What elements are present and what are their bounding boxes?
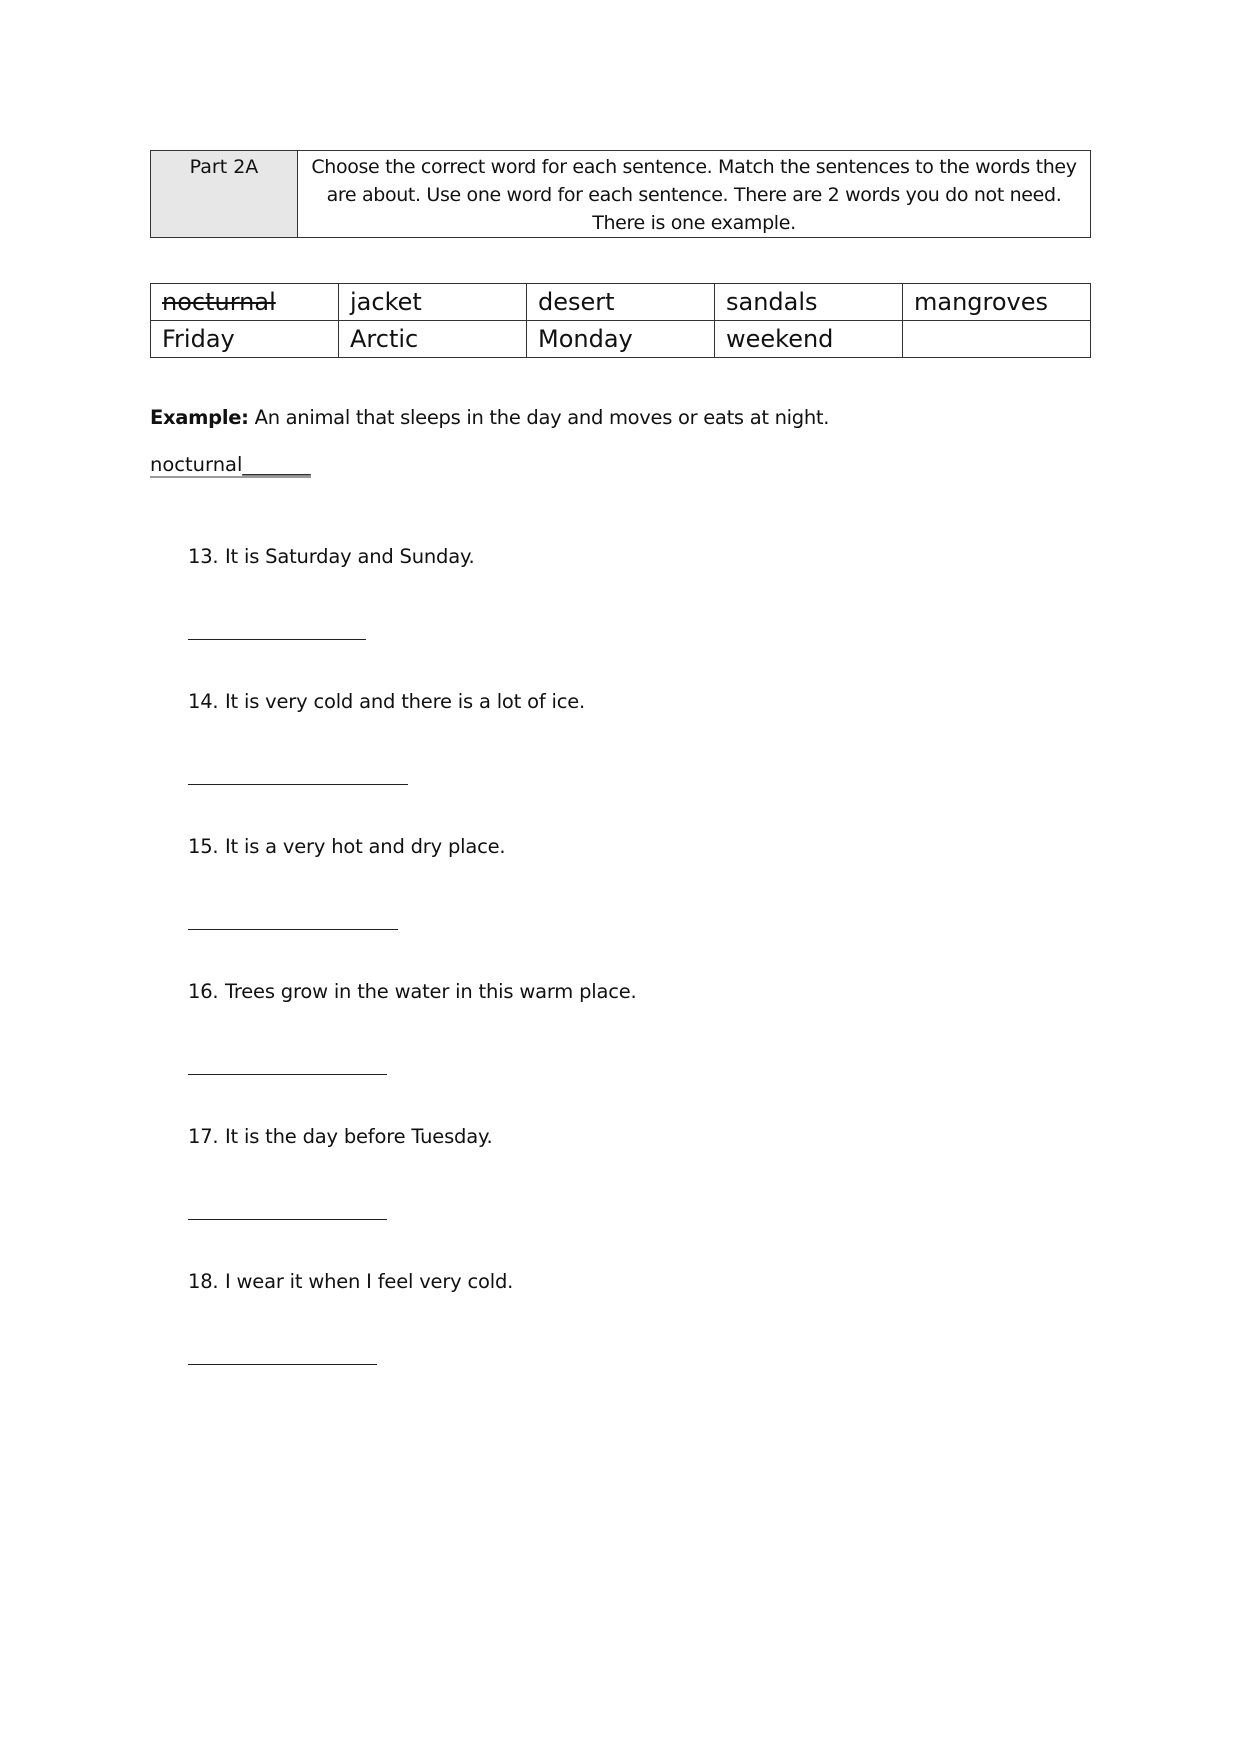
- word-monday: Monday: [538, 325, 633, 353]
- word-bank-cell: [151, 284, 339, 321]
- question-number: 18.: [188, 1270, 219, 1293]
- word-mangroves: mangroves: [914, 288, 1049, 316]
- word-bank-cell: [903, 284, 1091, 321]
- question-text: Trees grow in the water in this warm place.: [225, 980, 637, 1003]
- question-number: 14.: [188, 690, 219, 713]
- answer-blank-18[interactable]: [188, 1364, 377, 1365]
- question-number: 15.: [188, 835, 219, 858]
- question-text: It is very cold and there is a lot of ice.: [225, 690, 586, 713]
- word-bank-cell-empty: [903, 321, 1091, 358]
- instructions-table: [150, 150, 1091, 238]
- question-text: I wear it when I feel very cold.: [225, 1270, 514, 1293]
- question-13: [188, 543, 475, 571]
- word-bank-cell: [715, 284, 903, 321]
- word-desert: desert: [538, 288, 615, 316]
- word-sandals: sandals: [726, 288, 818, 316]
- word-bank-cell: [527, 284, 715, 321]
- word-nocturnal-struck: nocturnal: [162, 288, 276, 316]
- part-label: Part 2A: [151, 151, 298, 238]
- answer-blank-17[interactable]: [188, 1219, 387, 1220]
- example-answer: [150, 453, 311, 478]
- example-label: Example:: [150, 406, 249, 429]
- word-bank-cell: [339, 284, 527, 321]
- word-bank-table: [150, 283, 1091, 358]
- word-weekend: weekend: [726, 325, 834, 353]
- example-answer-blank: _______: [242, 453, 311, 476]
- question-17: [188, 1123, 493, 1151]
- answer-blank-14[interactable]: [188, 784, 408, 785]
- example-text: An animal that sleeps in the day and moves or eats at night.: [254, 406, 830, 429]
- question-text: It is the day before Tuesday.: [225, 1125, 493, 1148]
- question-16: [188, 978, 637, 1006]
- example-sentence: [150, 404, 829, 432]
- question-number: 16.: [188, 980, 219, 1003]
- word-arctic: Arctic: [350, 325, 419, 353]
- word-bank-cell: [339, 321, 527, 358]
- example-answer-word: nocturnal: [150, 453, 243, 476]
- answer-blank-16[interactable]: [188, 1074, 387, 1075]
- word-bank-cell: [151, 321, 339, 358]
- instructions-text: Choose the correct word for each sentence. Match the sentences to the words they are about. Use one word for each sentence. There are 2 words you do not need. There is one example.: [298, 151, 1091, 238]
- answer-blank-13[interactable]: [188, 639, 366, 640]
- word-friday: Friday: [162, 325, 235, 353]
- answer-blank-15[interactable]: [188, 929, 398, 930]
- word-bank-cell: [715, 321, 903, 358]
- question-14: [188, 688, 585, 716]
- example-answer-line: [150, 451, 311, 479]
- word-bank-row: [151, 284, 1091, 321]
- question-15: [188, 833, 505, 861]
- question-number: 13.: [188, 545, 219, 568]
- word-bank-row: [151, 321, 1091, 358]
- question-number: 17.: [188, 1125, 219, 1148]
- question-text: It is Saturday and Sunday.: [225, 545, 475, 568]
- word-jacket: jacket: [350, 288, 422, 316]
- question-18: [188, 1268, 513, 1296]
- word-bank-cell: [527, 321, 715, 358]
- question-text: It is a very hot and dry place.: [225, 835, 506, 858]
